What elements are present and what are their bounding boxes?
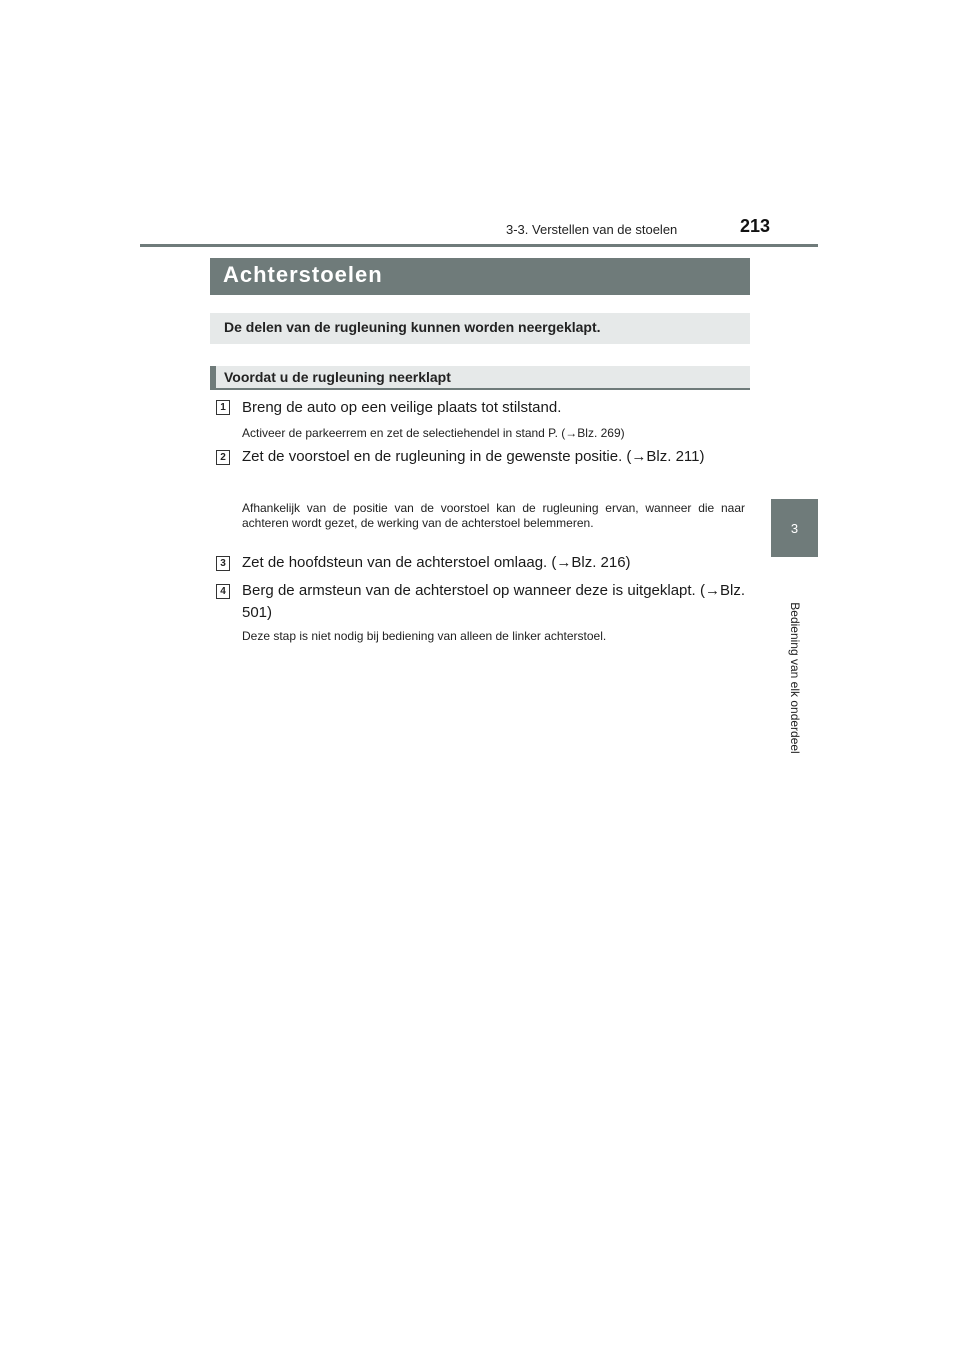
step-text: Breng de auto op een veilige plaats tot stilstand.	[242, 399, 562, 416]
step-note: Deze stap is niet nodig bij bediening van alleen de linker achterstoel.	[242, 629, 607, 643]
step-number-badge: 3	[216, 556, 230, 571]
chapter-label: Bediening van elk onderdeel	[788, 602, 802, 754]
step-number-badge: 4	[216, 584, 230, 599]
header-section-title: 3-3. Verstellen van de stoelen	[506, 222, 678, 237]
step-number-badge: 2	[216, 450, 230, 465]
step-number-badge: 1	[216, 400, 230, 415]
header-rule	[140, 244, 818, 247]
chapter-number: 3	[790, 520, 799, 536]
page-number: 213	[740, 216, 771, 236]
step-text: Zet de hoofdsteun van de achterstoel omlaag. (→Blz. 216)	[242, 554, 631, 571]
chapter-tab	[771, 499, 818, 557]
step-note: Afhankelijk van de positie van de voorstoel kan de rugleuning ervan, wanneer die naar achteren wordt gezet, de werking van de achterstoel belemmeren.	[242, 501, 745, 530]
intro-box: De delen van de rugleuning kunnen worden neergeklapt.	[210, 313, 750, 344]
page-title: Achterstoelen	[210, 258, 750, 295]
sub-heading: Voordat u de rugleuning neerklapt	[210, 366, 750, 390]
step-text: Zet de voorstoel en de rugleuning in de gewenste positie. (→Blz. 211)	[242, 448, 705, 465]
step-note: Activeer de parkeerrem en zet de selectiehendel in stand P. (→Blz. 269)	[242, 426, 625, 440]
step-text: Berg de armsteun van de achterstoel op wanneer deze is uitgeklapt. (→Blz. 501)	[242, 582, 745, 621]
